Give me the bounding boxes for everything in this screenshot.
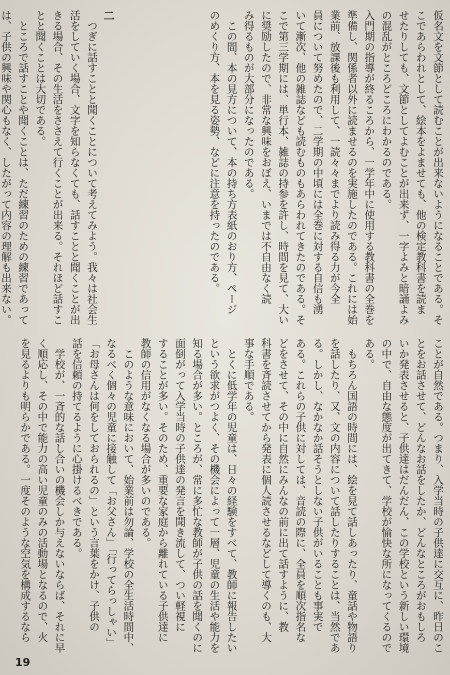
lower-paragraphs	[16, 338, 446, 654]
text-column: を話したり、又、文の内容について話したりすることは、当然であ	[328, 338, 341, 653]
text-column: 仮名文を文節として読むことが出来ないようになることである。そ	[432, 10, 444, 325]
text-column: このような意味において、始業前は勿論、学校の全生活時間中、	[122, 338, 135, 653]
text-column: どをさせて、その中に自然にみんなの前に出て話すように、教	[277, 338, 290, 632]
text-column: せたりしても、文節としてよむことが出来ず、一字よみと暗誦よみ	[397, 10, 410, 325]
text-column: もちろん国語の時間には、絵を見て話しあったり、童話や物語り	[345, 338, 358, 653]
text-column: み得るものが大部分になったのである。	[242, 10, 255, 199]
text-column: 活をしていく場合、文字を知らなくても、話すことと聞くことが出	[68, 10, 81, 325]
text-column: という欲求がつよく、その機会によって一層、児童の生活や能力を	[208, 338, 221, 653]
text-column: つぎに話すことと聞くことについて考えてみよう。我々は社会生	[85, 10, 98, 325]
text-column: とと聞くことは大切である。	[34, 10, 47, 147]
text-column: とくに低学年の児童は、日々の経験をすべて、教師に報告したい	[225, 338, 238, 653]
text-column: こで第三学期には、単行本、雑誌の持参を許し、時間を見て、大い	[277, 10, 290, 325]
text-column: きる場合、その生活をささえて行くことが出来る。それほど話すこ	[51, 10, 64, 325]
text-column: ところで話すことや聞くことは、ただ練習のための練習であって	[17, 10, 30, 325]
text-column: こであらわれとして、絵本をよませても、他の検定教科書を読ま	[414, 10, 427, 315]
upper-paragraphs-after-section	[0, 10, 100, 328]
text-column: を見るよりも明らかである。一度そのような空気を構成するなら	[19, 338, 32, 643]
text-column: の混乱がところどころにわかるのである。	[380, 10, 393, 210]
text-column: ことが自然である。つまり、入学当時の子供達に交互に、昨日のこ	[432, 338, 444, 653]
lower-text-block	[14, 338, 446, 654]
text-column: とをお話させて、どんなお話をしたか、どんなところがおもしろ	[414, 338, 427, 643]
text-column: に奨励したので、非常な興味をおぼえ、いまでは不自由なく読	[259, 10, 272, 304]
text-column: ある。	[363, 338, 376, 370]
text-column: なるべく個々の児童に接触して「お父さん」「行ってらっしゃい」	[105, 338, 118, 648]
page-number: 19	[15, 656, 31, 669]
text-column: この間、本の見方について、本の持ち方表紙のおり方、ページ	[225, 10, 238, 315]
text-column: る。しかし、なかなか話そうとしない子供がいることも事実で	[311, 338, 324, 632]
text-column: 「お母さんは何をしておられるの」という言葉をかけ、子供の	[87, 338, 100, 632]
text-column: いか発表させると、子供達はだんだん、この学校という新しい環境	[397, 338, 410, 653]
text-column: の中で、自由な態度が出てきて、学校が愉快な所になってくるので	[380, 338, 393, 653]
text-column: 教師の信用がなくなる場合が多いのである。	[139, 338, 152, 548]
text-column: は、子供の興味や関心もなく、したがって内容の理解も出来ない。	[0, 10, 12, 325]
text-column: 準備し、関係者以外に読ませるのを実施したのである。これには始	[345, 10, 358, 325]
section-number: 二	[102, 10, 116, 21]
text-column: 科書を斉読させてから発表に個人読させるなどして導くのも、大	[259, 338, 272, 643]
text-column: ある。これらの子供に対しては、音読の際に、全員を順次指名な	[294, 338, 307, 643]
text-column: 知る場合が多い。ところが、常に多忙な教師が子供の話を聞くのに	[191, 338, 204, 653]
text-column: のめくり方、本を見る姿勢、などに注意を持ったのである。	[208, 10, 221, 294]
text-column: いて漸次、他の雑誌なども読むものもあらわれてきたのである。そ	[294, 10, 307, 325]
text-column: 入門期の指導が終るころから、一学年中に使用する教科書の全巻を	[363, 10, 376, 325]
upper-text-block	[0, 10, 446, 328]
upper-paragraphs-before-section	[205, 10, 446, 328]
text-column: 業前、放課後も利用して、一読々々までより読み得る力が今全	[328, 10, 341, 304]
text-column: く順応し、その中で能力の高い児童のみの活動場となるので、火	[36, 338, 49, 643]
text-column: することが多い。そのため、重要な家庭から離れている子供達に	[156, 338, 169, 643]
text-column: 話を信頼の持てるように心掛けるべきである。	[70, 338, 83, 559]
text-column: 員について努めたので、二学期の中頃には全巻に対する自信も湧	[311, 10, 324, 315]
text-column: 学校が、一斉的な話し合いの機会しか与えないならば、それに早	[53, 338, 66, 653]
text-column: 面倒がって入学当時の子供達の発言を聞き流して、つい軽視に	[173, 338, 186, 632]
text-column: 事な手順である。	[242, 338, 255, 422]
